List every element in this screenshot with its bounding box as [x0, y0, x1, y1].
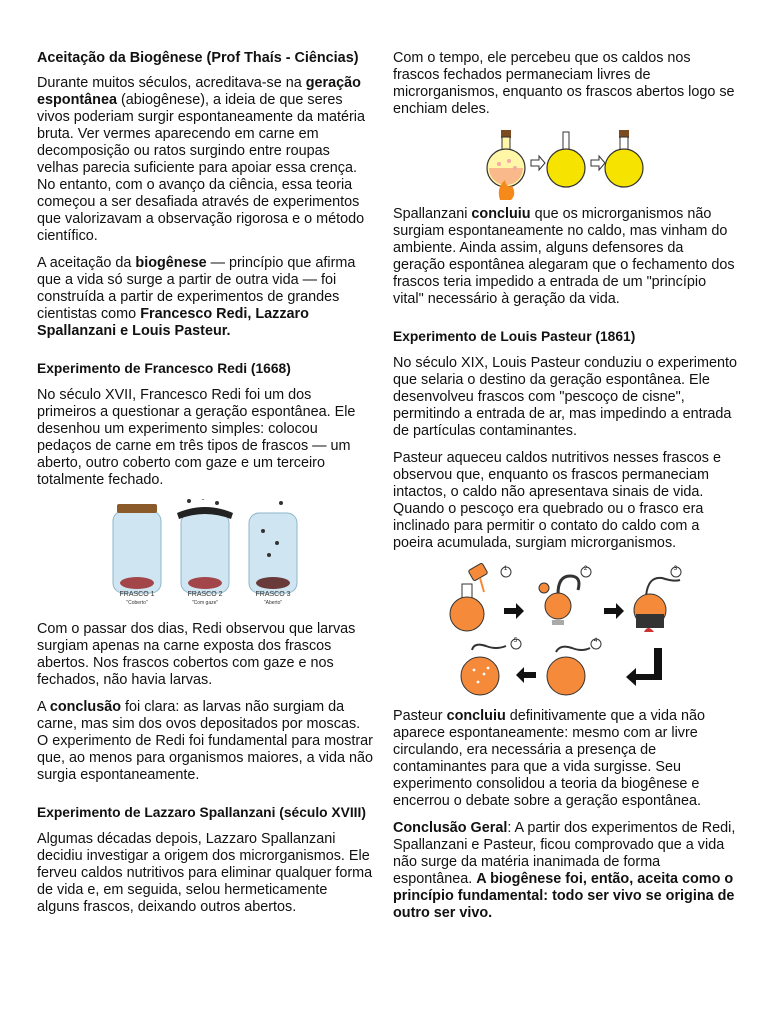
step-5-number: 5 [513, 638, 518, 644]
step-5 [461, 639, 521, 695]
text-run: A aceitação da [37, 255, 136, 271]
jar-1-sublabel: "Coberto" [126, 600, 148, 606]
jar-1-label: FRASCO 1 [119, 591, 155, 598]
jar-2-caption [173, 591, 237, 607]
pasteur-paragraph-2: Pasteur aqueceu caldos nutritivos nesses frascos e observou que, enquanto os frascos permaneciam intactos, o caldo não apresentava sinais de vida. Quando o pescoço era quebrado ou o frasco era inclinado para permitir o contato do caldo com a poeira acumulada, surgiam microrganismos. [393, 450, 721, 551]
text-run: : A partir dos experimentos de Redi, Spallanzani e Pasteur, ficou comprovado que a vida não surge da matéria inanimada de forma espontânea. [393, 820, 736, 887]
spallanzani-observation-paragraph: Com o tempo, ele percebeu que os caldos nos frascos fechados permaneciam livres de microrganismos, enquanto os frascos abertos logo se enchiam deles. [393, 50, 735, 117]
redi-heading: Experimento de Francesco Redi (1668) [37, 361, 291, 376]
step-3-number: 3 [673, 566, 678, 572]
spallanzani-flasks-illustration [481, 128, 651, 202]
text-run: A [37, 699, 50, 715]
jar-1-caption [105, 591, 169, 607]
text-run: — princípio que afirma que a vida só surge a partir de outra vida — foi construída a partir de experimentos de grandes cientistas como [37, 255, 356, 322]
redi-observation-paragraph: Com o passar dos dias, Redi observou que larvas surgiam apenas na carne exposta dos frascos abertos. Nos frascos cobertos com gaze e nos fechados, não havia larvas. [37, 621, 356, 688]
step-2-number: 2 [583, 566, 588, 572]
jar-2-gauze [177, 499, 233, 593]
flask-boiling [487, 130, 525, 200]
step-1 [450, 563, 511, 631]
redi-jars-figure [105, 499, 305, 613]
flask-final [605, 130, 643, 187]
jar-3-sublabel: "Aberto" [263, 600, 283, 606]
redi-paragraph: No século XVII, Francesco Redi foi um dos primeiros a questionar a geração espontânea. Ele desenhou um experimento simples: colocou pedaços de carne em três tipos de frascos — um aberto, outro coberto com gaze e um terceiro totalmente fechado. [37, 387, 356, 488]
bold-term: Conclusão Geral [393, 820, 508, 836]
jar-3-caption [241, 591, 305, 607]
jar-2-label: FRASCO 2 [187, 591, 223, 598]
pasteur-paragraph-1: No século XIX, Louis Pasteur conduziu o experimento que selaria o destino da geração espontânea. Ele desenvolveu frascos com "pescoço de cisne", permitindo a entrada de ar, mas impedindo a entrada de partículas contaminantes. [393, 355, 737, 439]
jar-2-sublabel: "Com gaze" [191, 600, 219, 606]
jar-3-open [249, 501, 297, 593]
bold-term: A biogênese foi, então, aceita como o princípio fundamental: todo ser vivo se origina de outro ser vivo. [393, 871, 735, 921]
flask-sealed [547, 132, 585, 187]
step-4 [547, 639, 601, 695]
bold-term: biogênese [135, 255, 207, 271]
general-conclusion-paragraph [393, 820, 738, 922]
pasteur-steps-figure [436, 562, 696, 700]
spallanzani-heading: Experimento de Lazzaro Spallanzani (século XVIII) [37, 805, 366, 820]
text-run: Pasteur [393, 708, 447, 724]
right-column [393, 0, 738, 932]
pasteur-steps-illustration [436, 562, 696, 700]
bold-term: Francesco Redi, Lazzaro Spallanzani e Louis Pasteur. [37, 306, 309, 339]
left-column [37, 0, 373, 926]
text-run: foi clara: as larvas não surgiam da carne, mas sim dos ovos depositados por moscas. O experimento de Redi foi fundamental para mostrar que, ao menos para organismos maiores, a vida não surgia espontaneamente. [37, 699, 373, 783]
bold-term: concluiu [471, 206, 531, 222]
step-3 [634, 567, 681, 632]
pasteur-conclusion-paragraph [393, 708, 738, 810]
jar-3-label: FRASCO 3 [255, 591, 291, 598]
bold-term: geração espontânea [37, 75, 361, 108]
step-4-number: 4 [593, 638, 598, 644]
text-run: Spallanzani [393, 206, 472, 222]
spallanzani-conclusion-paragraph [393, 206, 738, 308]
step-1-number: 1 [503, 566, 508, 572]
bold-term: conclusão [49, 699, 121, 715]
bold-term: concluiu [446, 708, 506, 724]
acceptance-paragraph [37, 255, 373, 340]
text-run: que os microrganismos não surgiam espontaneamente no caldo, mas vinham do ambiente. Ainda assim, alguns defensores da geração espontânea alegaram que o fechamento dos frascos teria impedido a entrada de um "princípio vital" necessário à geração da vida. [393, 206, 735, 307]
text-run: (abiogênese), a ideia de que seres vivos poderiam surgir espontaneamente da matéria bruta. Ver vermes aparecendo em carne em decomposição ou ratos surgindo entre roupas velhas parecia suficiente para apoiar essa crença. No entanto, com o avanço da ciência, essa teoria começou a ser desafiada através de experimentos que valorizavam a observação rigorosa e o método científico. [37, 92, 365, 244]
jar-1-closed [113, 504, 161, 593]
text-run: Durante muitos séculos, acreditava-se na [37, 75, 306, 91]
pasteur-heading: Experimento de Louis Pasteur (1861) [393, 329, 636, 344]
spallanzani-paragraph: Algumas décadas depois, Lazzaro Spallanzani decidiu investigar a origem dos microrganismos. Ele ferveu caldos nutritivos para eliminar qualquer forma de vida e, em seguida, selou hermeticamente alguns frascos, deixando outros abertos. [37, 831, 373, 915]
spallanzani-flasks-figure [481, 128, 651, 202]
intro-paragraph [37, 75, 373, 245]
text-run: definitivamente que a vida não aparece espontaneamente: mesmo com ar livre circulando, era necessária a presença de contaminantes para que a vida surgisse. Seu experimento consolidou a teoria da biogênese e encerrou o debate sobre a geração espontânea. [393, 708, 705, 809]
document-title: Aceitação da Biogênese (Prof Thaís - Ciências) [37, 50, 359, 66]
redi-conclusion-paragraph [37, 699, 373, 784]
step-2 [539, 567, 591, 625]
